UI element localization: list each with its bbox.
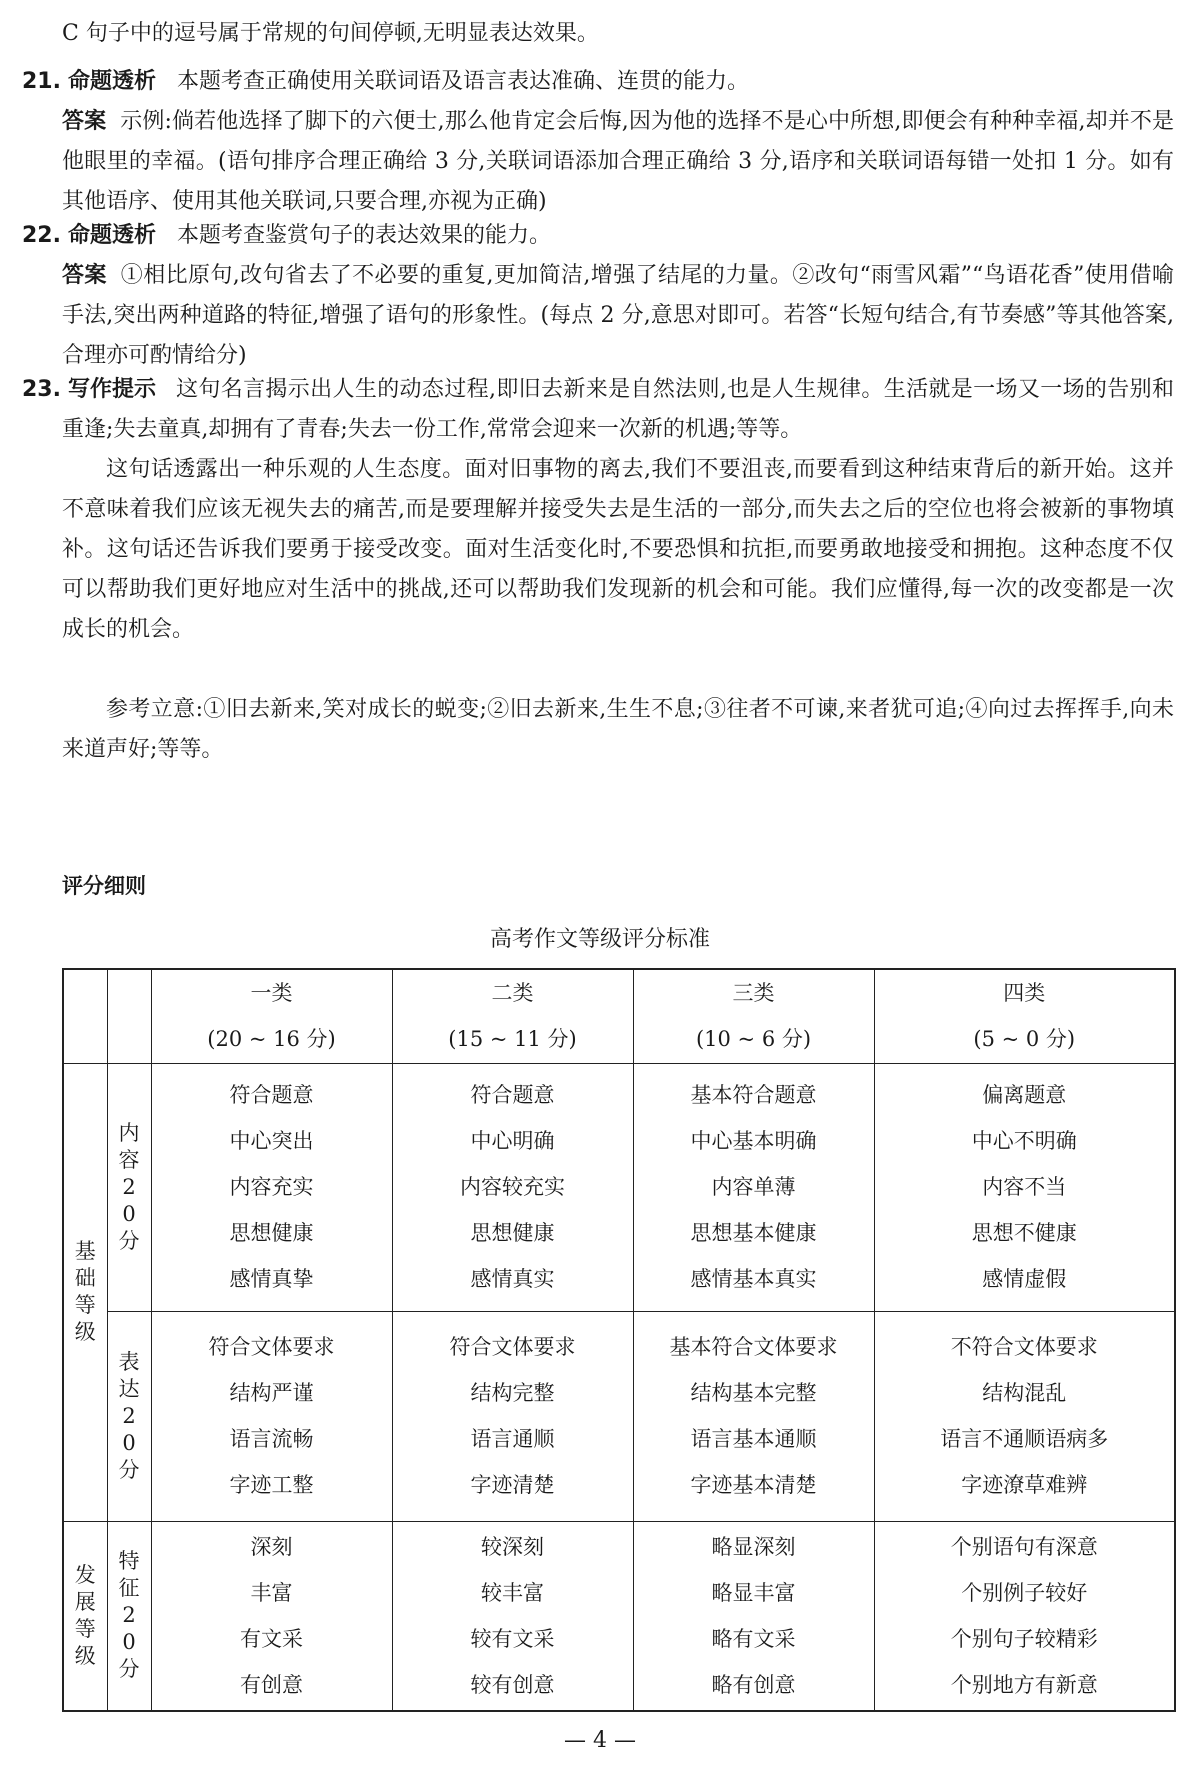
table-cell: 较深刻 较丰富 较有文采 较有创意 bbox=[392, 1521, 633, 1711]
table-row-expression bbox=[63, 1311, 1175, 1521]
table-cell: 偏离题意 中心不明确 内容不当 思想不健康 感情虚假 bbox=[874, 1063, 1175, 1311]
section-title: 评分细则 bbox=[62, 874, 146, 898]
q22-answer-text: ①相比原句,改句省去了不必要的重复,更加简洁,增强了结尾的力量。②改句“雨雪风霜”“鸟语花香”使用借喻手法,突出两种道路的特征,增强了语句的形象性。(每点 2 分,意思对即可。若答“长短句结合,有节奏感”等其他答案,合理亦可酌情给分) bbox=[62, 263, 1174, 368]
q21-text: 本题考查正确使用关联词语及语言表达准确、连贯的能力。 bbox=[177, 69, 750, 94]
q23-label: 写作提示 bbox=[67, 377, 156, 402]
table-cell: 深刻 丰富 有文采 有创意 bbox=[151, 1521, 392, 1711]
q23-number: 23. bbox=[22, 377, 61, 402]
header-blank-2 bbox=[107, 969, 151, 1063]
row-label-feature: 特征20分 bbox=[107, 1521, 151, 1711]
q21-answer-label: 答案 bbox=[62, 109, 107, 134]
table-cell: 基本符合文体要求 结构基本完整 语言基本通顺 字迹基本清楚 bbox=[633, 1311, 874, 1521]
q21-answer-text: 示例:倘若他选择了脚下的六便士,那么他肯定会后悔,因为他的选择不是心中所想,即便会有种种幸福,却并不是他眼里的幸福。(语句排序合理正确给 3 分,关联词语添加合理正确给 3 分,语序和关联词语每错一处扣 1 分。如有其他语序、使用其他关联词,只要合理,亦视为正确) bbox=[62, 109, 1174, 214]
q22-answer bbox=[62, 256, 1174, 376]
q21-heading bbox=[22, 62, 1174, 102]
q21-number: 21. bbox=[22, 69, 61, 94]
q23-text: 这句名言揭示出人生的动态过程,即旧去新来是自然法则,也是人生规律。生活就是一场又一场的告别和重逢;失去童真,却拥有了青春;失去一份工作,常常会迎来一次新的机遇;等等。 bbox=[62, 377, 1174, 442]
q21-label: 命题透析 bbox=[67, 69, 156, 94]
table-cell: 符合文体要求 结构严谨 语言流畅 字迹工整 bbox=[151, 1311, 392, 1521]
header-cell: 一类 (20 ~ 16 分) bbox=[151, 969, 392, 1063]
q23-paragraph-3: 参考立意:①旧去新来,笑对成长的蜕变;②旧去新来,生生不息;③往者不可谏,来者犹可追;④向过去挥挥手,向未来道声好;等等。 bbox=[62, 697, 1174, 762]
table-cell: 符合文体要求 结构完整 语言通顺 字迹清楚 bbox=[392, 1311, 633, 1521]
row-label-content: 内容20分 bbox=[107, 1063, 151, 1311]
table-row-content bbox=[63, 1063, 1175, 1311]
page-number: — 4 — bbox=[564, 1728, 636, 1753]
table-cell: 略显深刻 略显丰富 略有文采 略有创意 bbox=[633, 1521, 874, 1711]
q22-answer-label: 答案 bbox=[62, 263, 107, 288]
intro-line: C 句子中的逗号属于常规的句间停顿,无明显表达效果。 bbox=[62, 21, 599, 46]
table-cell: 基本符合题意 中心基本明确 内容单薄 思想基本健康 感情基本真实 bbox=[633, 1063, 874, 1311]
q23-paragraph-2: 这句话透露出一种乐观的人生态度。面对旧事物的离去,我们不要沮丧,而要看到这种结束背后的新开始。这并不意味着我们应该无视失去的痛苦,而是要理解并接受失去是生活的一部分,而失去之后的空位也将会被新的事物填补。这句话还告诉我们要勇于接受改变。面对生活变化时,不要恐惧和抗拒,而要勇敢地接受和拥抱。这种态度不仅可以帮助我们更好地应对生活中的挑战,还可以帮助我们发现新的机会和可能。我们应懂得,每一次的改变都是一次成长的机会。 bbox=[62, 457, 1174, 642]
table-header-row bbox=[63, 969, 1175, 1063]
group-label-basic: 基础等级 bbox=[63, 1063, 107, 1521]
row-label-expression: 表达20分 bbox=[107, 1311, 151, 1521]
q22-number: 22. bbox=[22, 223, 61, 248]
q21-answer bbox=[62, 102, 1174, 222]
table-row-feature bbox=[63, 1521, 1175, 1711]
q22-heading bbox=[22, 216, 1174, 256]
q22-text: 本题考查鉴赏句子的表达效果的能力。 bbox=[177, 223, 552, 248]
q22-label: 命题透析 bbox=[67, 223, 156, 248]
table-cell: 个别语句有深意 个别例子较好 个别句子较精彩 个别地方有新意 bbox=[874, 1521, 1175, 1711]
header-blank-1 bbox=[63, 969, 107, 1063]
table-title: 高考作文等级评分标准 bbox=[489, 927, 710, 952]
grading-table bbox=[62, 968, 1176, 1712]
group-label-development: 发展等级 bbox=[63, 1521, 107, 1711]
header-cell: 三类 (10 ~ 6 分) bbox=[633, 969, 874, 1063]
table-cell: 符合题意 中心突出 内容充实 思想健康 感情真挚 bbox=[151, 1063, 392, 1311]
table-cell: 符合题意 中心明确 内容较充实 思想健康 感情真实 bbox=[392, 1063, 633, 1311]
header-cell: 四类 (5 ~ 0 分) bbox=[874, 969, 1175, 1063]
table-cell: 不符合文体要求 结构混乱 语言不通顺语病多 字迹潦草难辨 bbox=[874, 1311, 1175, 1521]
header-cell: 二类 (15 ~ 11 分) bbox=[392, 969, 633, 1063]
